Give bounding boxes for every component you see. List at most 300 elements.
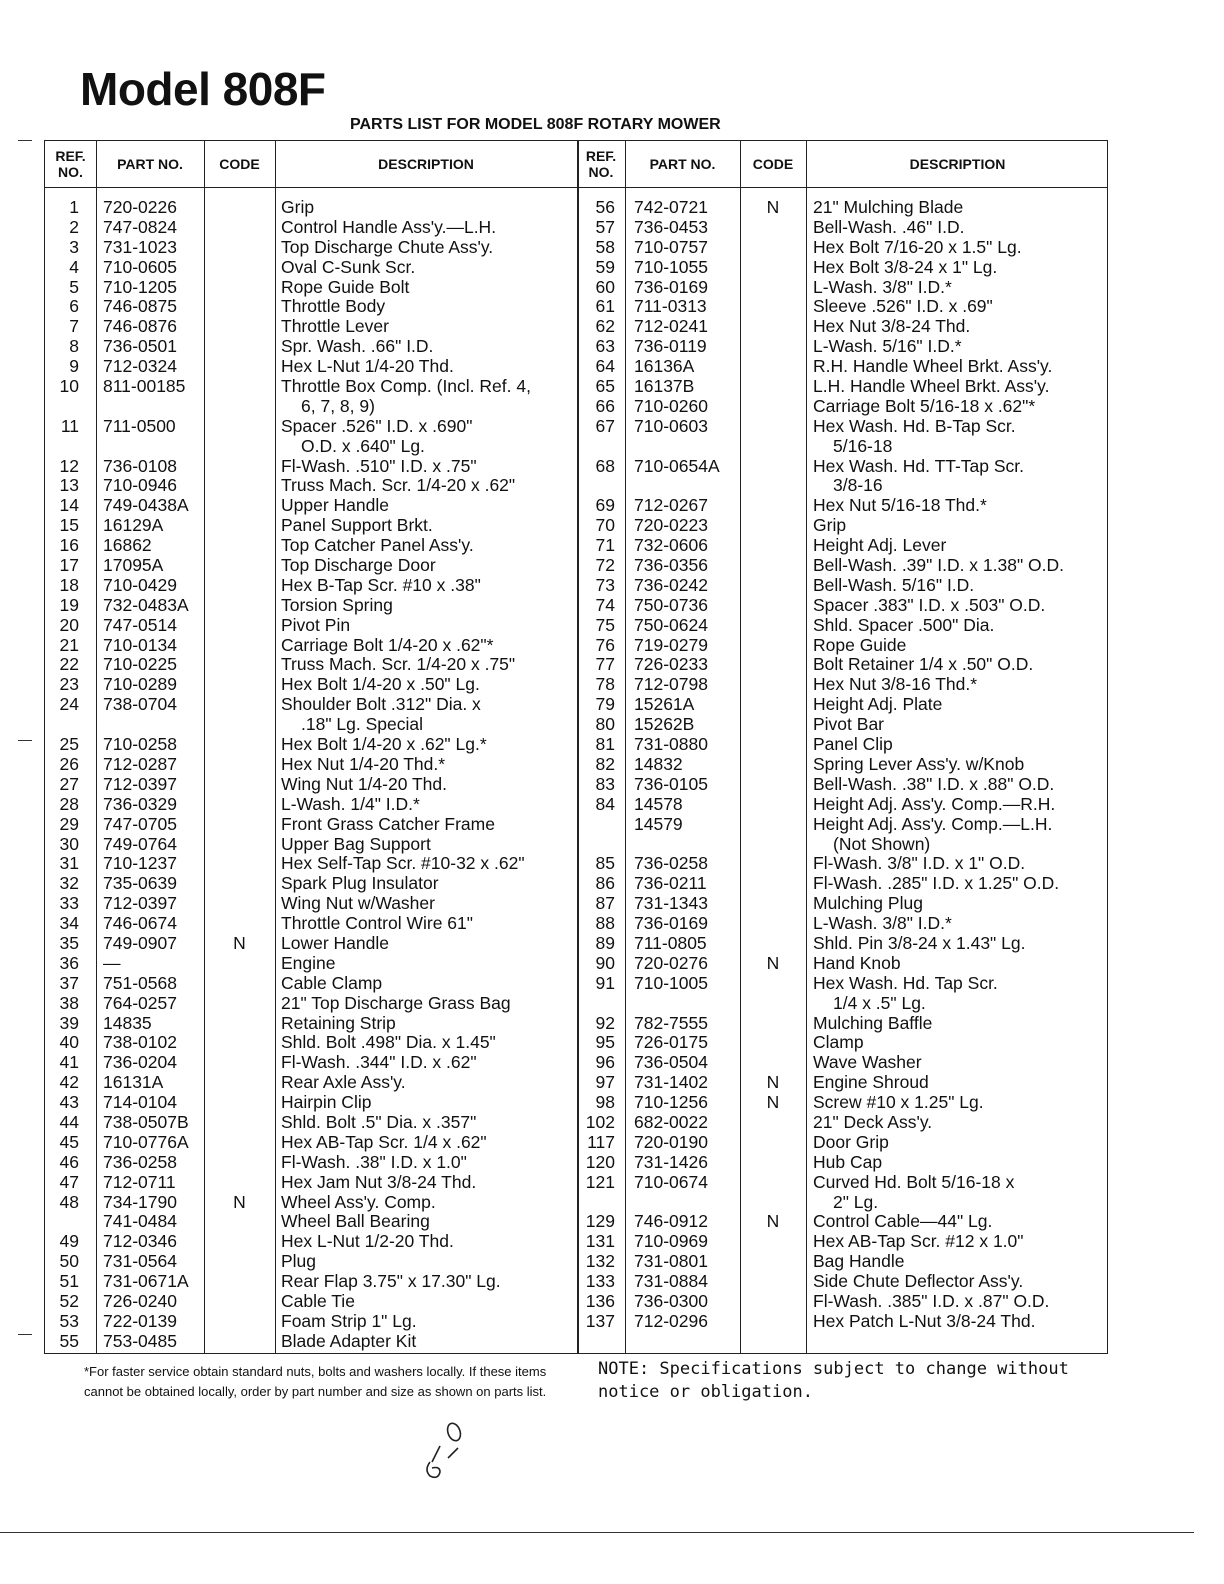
ref-no: 27 [59, 773, 79, 794]
table-row [45, 1331, 577, 1351]
table-row [45, 1092, 577, 1112]
ref-no: 136 [585, 1290, 615, 1311]
table-row [577, 595, 1109, 615]
description: Shld. Bolt .5" Dia. x .357" [281, 1111, 477, 1132]
table-row [577, 495, 1109, 515]
table-row [577, 1013, 1109, 1033]
description: 21" Deck Ass'y. [813, 1111, 933, 1132]
ref-no: 72 [595, 555, 615, 576]
description: Bell-Wash. .38" I.D. x .88" O.D. [813, 773, 1055, 794]
ref-no: 8 [69, 336, 79, 357]
table-row [45, 237, 577, 257]
table-row [577, 913, 1109, 933]
table-row [577, 654, 1109, 674]
table-row [45, 694, 577, 714]
part-no: 710-1005 [634, 972, 708, 993]
table-row [577, 754, 1109, 774]
description: Hex Patch L-Nut 3/8-24 Thd. [813, 1310, 1036, 1331]
part-no: 731-0884 [634, 1271, 708, 1292]
table-row [577, 674, 1109, 694]
description: Hub Cap [813, 1151, 883, 1172]
description: Pivot Bar [813, 714, 884, 735]
part-no: 734-1790 [103, 1191, 177, 1212]
part-no: 731-0564 [103, 1251, 177, 1272]
table-row [45, 416, 577, 436]
table-row [45, 1132, 577, 1152]
table-row [45, 277, 577, 297]
table-row [45, 674, 577, 694]
ref-no: 37 [59, 972, 79, 993]
part-no: 14579 [634, 813, 683, 834]
ref-no: 33 [59, 893, 79, 914]
part-no: 710-1205 [103, 276, 177, 297]
table-row [577, 1052, 1109, 1072]
part-no: 712-0324 [103, 356, 177, 377]
table-row [577, 515, 1109, 535]
part-no: 720-0190 [634, 1131, 708, 1152]
table-row [577, 853, 1109, 873]
ref-no: 76 [595, 634, 615, 655]
table-row [577, 316, 1109, 336]
description: Carriage Bolt 1/4-20 x .62"* [281, 634, 494, 655]
description: L-Wash. 3/8" I.D.* [813, 913, 952, 934]
part-no: 736-0329 [103, 793, 177, 814]
part-no: 747-0705 [103, 813, 177, 834]
table-row [577, 1132, 1109, 1152]
part-no: 712-0241 [634, 316, 708, 337]
description: Hex L-Nut 1/2-20 Thd. [281, 1231, 454, 1252]
ref-no: 117 [587, 1131, 615, 1152]
description: Upper Bag Support [281, 833, 431, 854]
bottom-rule [0, 1532, 1194, 1533]
description: Blade Adapter Kit [281, 1330, 417, 1351]
part-no: 731-1023 [103, 236, 177, 257]
table-row [577, 217, 1109, 237]
description: Hex Wash. Hd. TT-Tap Scr. [813, 455, 1025, 476]
part-no: 736-0169 [634, 913, 708, 934]
ref-no: 64 [595, 356, 615, 377]
model-title: Model 808F [80, 63, 326, 115]
part-no: 736-0105 [634, 773, 708, 794]
part-no: 710-0776A [103, 1131, 189, 1152]
ref-no: 48 [59, 1191, 79, 1212]
description: Throttle Lever [281, 316, 389, 337]
table-row [45, 1072, 577, 1092]
ref-no: 91 [595, 972, 615, 993]
description: Hex AB-Tap Scr. 1/4 x .62" [281, 1131, 487, 1152]
ref-no: 42 [59, 1072, 79, 1093]
description: Fl-Wash. .385" I.D. x .87" O.D. [813, 1290, 1050, 1311]
part-no: 736-0204 [103, 1052, 177, 1073]
part-no: 15261A [634, 694, 695, 715]
table-row [577, 1271, 1109, 1291]
ref-no: 68 [595, 455, 615, 476]
ref-no: 2 [69, 216, 79, 237]
part-no: 726-0233 [634, 654, 708, 675]
description: Hex Bolt 3/8-24 x 1" Lg. [813, 256, 998, 277]
ref-no: 96 [595, 1052, 615, 1073]
table-row [45, 1052, 577, 1072]
ref-no: 74 [595, 594, 615, 615]
ref-no: 131 [585, 1231, 615, 1252]
description: Rear Axle Ass'y. [281, 1072, 406, 1093]
ref-no: 88 [595, 913, 615, 934]
ref-no: 19 [59, 594, 79, 615]
part-no: 712-0397 [103, 773, 177, 794]
part-no: 736-0242 [634, 574, 708, 595]
description: Hand Knob [813, 952, 901, 973]
ref-no: 13 [59, 475, 79, 496]
ref-no: 85 [595, 853, 615, 874]
table-row [577, 1092, 1109, 1112]
ref-no: 11 [60, 415, 79, 436]
part-no: 712-0397 [103, 893, 177, 914]
table-row [577, 456, 1109, 476]
ref-no: 14 [59, 495, 79, 516]
ref-no: 63 [595, 336, 615, 357]
margin-mark [18, 1334, 32, 1335]
ref-no: 51 [59, 1271, 79, 1292]
part-no: 712-0798 [634, 674, 708, 695]
description: Panel Clip [813, 734, 893, 755]
table-row [45, 1152, 577, 1172]
ref-no: 60 [595, 276, 615, 297]
ref-no: 89 [595, 932, 615, 953]
part-no: 16862 [103, 535, 152, 556]
description: Plug [281, 1251, 317, 1272]
part-no: 750-0624 [634, 614, 708, 635]
ref-no: 56 [595, 197, 615, 217]
description: Shld. Pin 3/8-24 x 1.43" Lg. [813, 932, 1026, 953]
description: Wheel Ball Bearing [281, 1211, 430, 1232]
part-no: 710-0674 [634, 1171, 708, 1192]
ref-no: 38 [59, 992, 79, 1013]
ref-no: 73 [595, 574, 615, 595]
description: L-Wash. 1/4" I.D.* [281, 793, 420, 814]
description: Bell-Wash. 5/16" I.D. [813, 574, 975, 595]
part-no: 736-0300 [634, 1290, 708, 1311]
description: Height Adj. Ass'y. Comp.—L.H. [813, 813, 1053, 834]
table-row [45, 615, 577, 635]
ref-no: 55 [59, 1330, 79, 1351]
part-no: 736-0501 [103, 336, 177, 357]
ref-no: 95 [595, 1032, 615, 1053]
description: Truss Mach. Scr. 1/4-20 x .62" [281, 475, 516, 496]
part-no: 711-0500 [103, 415, 176, 436]
ref-no: 132 [585, 1251, 615, 1272]
table-row [577, 575, 1109, 595]
ref-no: 17 [59, 555, 79, 576]
table-row [45, 1311, 577, 1331]
table-row [45, 953, 577, 973]
part-no: 710-0654A [634, 455, 720, 476]
header-ref-no-2: REF. NO. [585, 148, 617, 180]
part-no: 714-0104 [103, 1092, 177, 1113]
ref-no: 44 [59, 1111, 79, 1132]
part-no: 710-0134 [103, 634, 177, 655]
description: Mulching Baffle [813, 1012, 933, 1033]
ref-no: 41 [59, 1052, 79, 1073]
part-no: 17095A [103, 555, 164, 576]
ref-no: 25 [59, 734, 79, 755]
ref-no: 69 [595, 495, 615, 516]
description: Panel Support Brkt. [281, 515, 433, 536]
ref-no: 70 [595, 515, 615, 536]
description: Carriage Bolt 5/16-18 x .62"* [813, 395, 1036, 416]
table-row [577, 893, 1109, 913]
ref-no: 102 [585, 1111, 615, 1132]
table-row [577, 993, 1109, 1013]
ref-no: 9 [69, 356, 79, 377]
code: N [766, 1092, 780, 1113]
description: Retaining Strip [281, 1012, 396, 1033]
ref-no: 65 [595, 376, 615, 397]
table-row [45, 217, 577, 237]
description: Hex Bolt 7/16-20 x 1.5" Lg. [813, 236, 1022, 257]
description: Hex Nut 3/8-24 Thd. [813, 316, 971, 337]
specifications-note: NOTE: Specifications subject to change without notice or obligation. [598, 1359, 1069, 1402]
header-code: CODE [219, 156, 260, 172]
part-no: 710-0429 [103, 574, 177, 595]
code: N [233, 932, 246, 953]
description: 6, 7, 8, 9) [301, 395, 375, 416]
table-row [577, 197, 1109, 217]
table-row [45, 913, 577, 933]
part-no: 811-00185 [103, 376, 186, 397]
table-row [577, 237, 1109, 257]
part-no: 710-0603 [634, 415, 708, 436]
part-no: 736-0211 [634, 873, 707, 894]
ref-no: 121 [585, 1171, 615, 1192]
ref-no: 79 [595, 694, 615, 715]
description: Top Discharge Door [281, 555, 436, 576]
table-row [577, 1211, 1109, 1231]
table-row [577, 396, 1109, 416]
table-row [577, 555, 1109, 575]
description: Shoulder Bolt .312" Dia. x [281, 694, 481, 715]
header-ref-no: REF. NO. [55, 148, 86, 180]
part-no: 746-0912 [634, 1211, 708, 1232]
ref-no: 57 [595, 216, 615, 237]
table-row [45, 515, 577, 535]
part-no: 14832 [634, 753, 683, 774]
description: 21" Mulching Blade [813, 197, 964, 217]
description: Wing Nut w/Washer [281, 893, 435, 914]
description: Spring Lever Ass'y. w/Knob [813, 753, 1025, 774]
ref-no: 7 [69, 316, 79, 337]
part-no: 751-0568 [103, 972, 177, 993]
ref-no: 92 [595, 1012, 615, 1033]
ref-no: 21 [59, 634, 79, 655]
description: Bell-Wash. .46" I.D. [813, 216, 965, 237]
description: Screw #10 x 1.25" Lg. [813, 1092, 984, 1113]
ref-no: 78 [595, 674, 615, 695]
table-row [45, 814, 577, 834]
part-no: 712-0711 [103, 1171, 176, 1192]
table-row [45, 1211, 577, 1231]
part-no: 720-0276 [634, 952, 708, 973]
parts-list-title: PARTS LIST FOR MODEL 808F ROTARY MOWER [350, 116, 721, 133]
table-row [45, 774, 577, 794]
description: L-Wash. 3/8" I.D.* [813, 276, 952, 297]
table-row [45, 1013, 577, 1033]
table-row [577, 635, 1109, 655]
description: .18" Lg. Special [301, 714, 423, 735]
code: N [766, 1072, 780, 1093]
table-row [577, 475, 1109, 495]
ref-no: 5 [69, 276, 79, 297]
part-no: 738-0704 [103, 694, 177, 715]
part-no: 726-0240 [103, 1290, 177, 1311]
part-no: 732-0606 [634, 535, 708, 556]
table-row [45, 535, 577, 555]
ref-no: 39 [59, 1012, 79, 1033]
description: Hex Bolt 1/4-20 x .50" Lg. [281, 674, 480, 695]
description: Foam Strip 1" Lg. [281, 1310, 417, 1331]
description: Hex Wash. Hd. B-Tap Scr. [813, 415, 1016, 436]
ref-no: 87 [595, 893, 615, 914]
ref-no: 32 [59, 873, 79, 894]
part-no: 722-0139 [103, 1310, 177, 1331]
description: L-Wash. 5/16" I.D.* [813, 336, 962, 357]
table-row [45, 893, 577, 913]
description: Side Chute Deflector Ass'y. [813, 1271, 1024, 1292]
part-no: 736-0453 [634, 216, 708, 237]
part-no: 710-0289 [103, 674, 177, 695]
table-row [45, 714, 577, 734]
part-no: 710-0757 [634, 236, 708, 257]
part-no: 746-0875 [103, 296, 177, 317]
part-no: 710-1055 [634, 256, 708, 277]
footnote: *For faster service obtain standard nuts, bolts and washers locally. If these items cannot be obtained locally, order by part number and size as shown on parts list. [84, 1364, 547, 1399]
table-row [577, 336, 1109, 356]
description: Upper Handle [281, 495, 389, 516]
table-row [45, 635, 577, 655]
table-row [45, 734, 577, 754]
table-row [45, 973, 577, 993]
description: Truss Mach. Scr. 1/4-20 x .75" [281, 654, 516, 675]
part-no: 746-0674 [103, 913, 177, 934]
table-row [45, 356, 577, 376]
description: (Not Shown) [833, 833, 931, 854]
description: Sleeve .526" I.D. x .69" [813, 296, 993, 317]
description: Hex Nut 3/8-16 Thd.* [813, 674, 978, 695]
description: Spacer .383" I.D. x .503" O.D. [813, 594, 1046, 615]
part-no: 747-0514 [103, 614, 177, 635]
ref-no: 16 [59, 535, 79, 556]
ref-no: 1 [69, 197, 79, 217]
part-no: 720-0226 [103, 197, 177, 217]
part-no: 731-1426 [634, 1151, 708, 1172]
code: N [766, 952, 780, 973]
table-row [577, 873, 1109, 893]
part-no: 712-0346 [103, 1231, 177, 1252]
ref-no: 86 [595, 873, 615, 894]
ref-no: 52 [59, 1290, 79, 1311]
ref-no: 98 [595, 1092, 615, 1113]
ref-no: 3 [69, 236, 79, 257]
ref-no: 59 [595, 256, 615, 277]
ref-no: 15 [59, 515, 79, 536]
table-row [45, 834, 577, 854]
table-row [45, 495, 577, 515]
table-row [45, 475, 577, 495]
description: Fl-Wash. .38" I.D. x 1.0" [281, 1151, 467, 1172]
ref-no: 6 [69, 296, 79, 317]
ref-no: 34 [59, 913, 79, 934]
table-row [45, 197, 577, 217]
part-no: 712-0287 [103, 753, 177, 774]
ref-no: 53 [59, 1310, 79, 1331]
part-no: 710-0225 [103, 654, 177, 675]
part-no: 711-0313 [634, 296, 707, 317]
description: R.H. Handle Wheel Brkt. Ass'y. [813, 356, 1053, 377]
table-row [577, 734, 1109, 754]
part-no: 749-0438A [103, 495, 189, 516]
table-row [577, 277, 1109, 297]
part-no: 736-0504 [634, 1052, 708, 1073]
part-no: 747-0824 [103, 216, 177, 237]
table-row [45, 257, 577, 277]
table-row [45, 336, 577, 356]
description: 3/8-16 [833, 475, 883, 496]
description: Cable Tie [281, 1290, 355, 1311]
ref-no: 61 [595, 296, 615, 317]
code: N [233, 1191, 246, 1212]
part-no: 710-0258 [103, 734, 177, 755]
part-no: 16136A [634, 356, 695, 377]
ref-no: 77 [595, 654, 615, 675]
description: Hex L-Nut 1/4-20 Thd. [281, 356, 454, 377]
table-row [577, 973, 1109, 993]
table-row [577, 1152, 1109, 1172]
description: Hex Jam Nut 3/8-24 Thd. [281, 1171, 477, 1192]
description: O.D. x .640" Lg. [301, 435, 425, 456]
table-row [577, 535, 1109, 555]
table-row [45, 1192, 577, 1212]
table-row [45, 1172, 577, 1192]
part-no: 731-0671A [103, 1271, 189, 1292]
part-no: 736-0356 [634, 555, 708, 576]
table-row [45, 316, 577, 336]
table-row [45, 993, 577, 1013]
ref-no: 28 [59, 793, 79, 814]
part-no: 711-0805 [634, 932, 707, 953]
table-row [45, 575, 577, 595]
ref-no: 66 [595, 395, 615, 416]
description: Engine Shroud [813, 1072, 929, 1093]
description: Throttle Box Comp. (Incl. Ref. 4, [281, 376, 531, 397]
ref-no: 58 [595, 236, 615, 257]
description: Throttle Control Wire 61" [281, 913, 473, 934]
part-no: 14578 [634, 793, 683, 814]
table-row [577, 1032, 1109, 1052]
table-row [577, 1291, 1109, 1311]
header-code-2: CODE [752, 156, 794, 172]
table-row [577, 1172, 1109, 1192]
part-no: 16137B [634, 376, 695, 397]
part-no: 16131A [103, 1072, 164, 1093]
part-no: 736-0258 [634, 853, 708, 874]
table-row [45, 555, 577, 575]
description: Hex Wash. Hd. Tap Scr. [813, 972, 998, 993]
part-no: 726-0175 [634, 1032, 708, 1053]
ref-no: 35 [59, 932, 79, 953]
description: Hex Nut 5/16-18 Thd.* [813, 495, 987, 516]
table-row [45, 754, 577, 774]
description: 21" Top Discharge Grass Bag [281, 992, 511, 1013]
part-no: 735-0639 [103, 873, 177, 894]
